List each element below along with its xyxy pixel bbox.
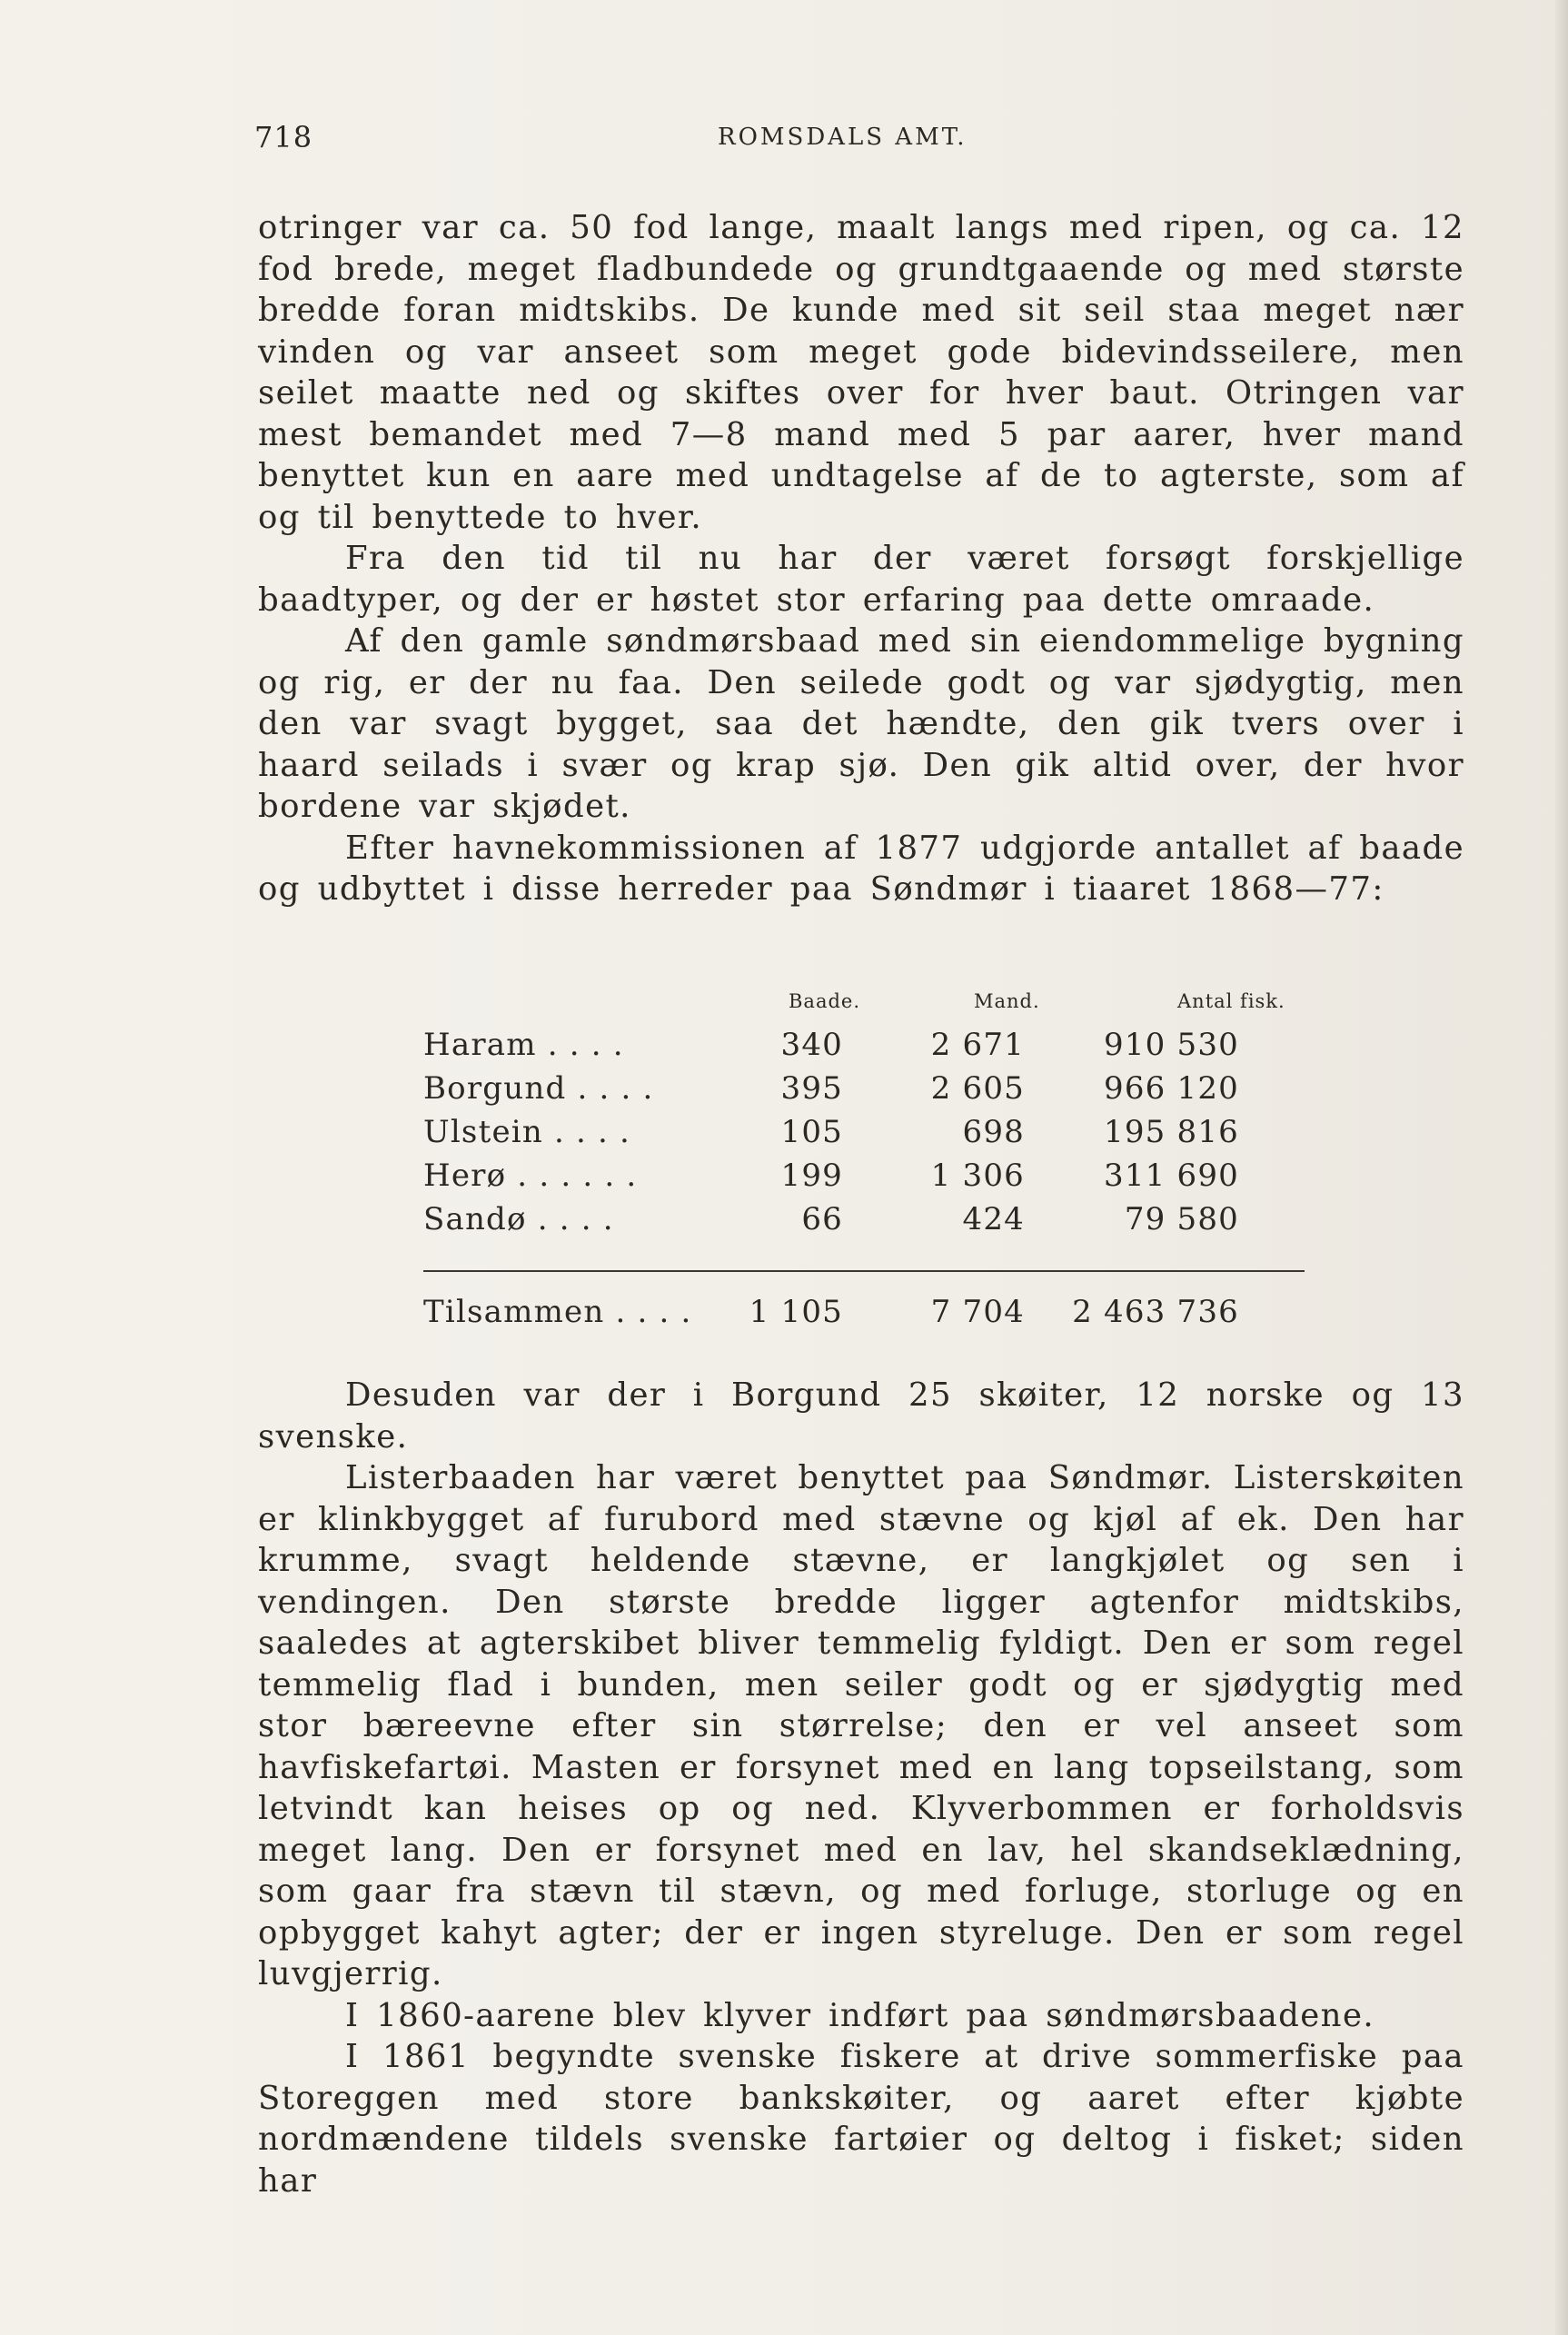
row-baade: 199 — [780, 1158, 843, 1194]
paragraph: I 1861 begyndte svenske fiskere at drive sommerfiske paa Storeggen med store bankskøiter, og aaret efter kjøbte nordmændene tildels svenske fartøier og deltog i fisket; siden har — [258, 2038, 1464, 2200]
table-total-row — [423, 1294, 1332, 1337]
total-mand: 7 704 — [930, 1294, 1025, 1330]
paragraph: Efter havnekommissionen af 1877 udgjorde antallet af baade og udbyttet i disse herreder paa Søndmør i tiaaret 1868—77: — [258, 829, 1464, 908]
row-mand: 2 605 — [930, 1070, 1025, 1107]
page-edge-shadow — [1555, 0, 1568, 2335]
table-header-row — [423, 990, 1332, 1027]
row-baade: 105 — [780, 1114, 843, 1150]
row-district: Herø . . . . . . — [423, 1158, 638, 1194]
column-header-mand: Mand. — [974, 990, 1040, 1012]
row-fisk: 195 816 — [1104, 1114, 1239, 1150]
page-number: 718 — [254, 120, 313, 154]
table-row — [423, 1027, 1332, 1070]
paragraph: Fra den tid til nu har der været forsøgt forskjellige baadtyper, og der er høstet stor erfaring paa dette omraade. — [258, 540, 1464, 619]
body-text-bottom — [258, 1375, 1464, 2201]
total-label: Tilsammen . . . . — [423, 1294, 692, 1330]
paragraph: Desuden var der i Borgund 25 skøiter, 12 norske og 13 svenske. — [258, 1376, 1464, 1456]
row-mand: 1 306 — [930, 1158, 1025, 1194]
row-district: Sandø . . . . — [423, 1201, 614, 1237]
row-baade: 66 — [801, 1201, 843, 1237]
row-fisk: 966 120 — [1104, 1070, 1239, 1107]
row-baade: 340 — [780, 1027, 843, 1063]
paragraph: Listerbaaden har været benyttet paa Søndmør. Listerskøiten er klinkbygget af furubord med stævne og kjøl af ek. Den har krumme, svagt heldende stævne, er langkjølet og sen i vendingen. Den største bredde ligger agtenfor midtskibs, saaledes at agterskibet bliver temmelig fyldigt. Den er som regel temmelig flad i bunden, men seiler godt og er sjødygtig med stor bæreevne efter sin størrelse; den er vel anseet som havfiskefartøi. Masten er forsynet med en lang topseilstang, som letvindt kan heises op og ned. Klyverbommen er forholdsvis meget lang. Den er forsynet med en lav, hel skandseklædning, som gaar fra stævn til stævn, og med forluge, storluge og en opbygget kahyt agter; der er ingen styreluge. Den er som regel luvgjerrig. — [258, 1459, 1464, 1992]
row-district: Borgund . . . . — [423, 1070, 654, 1107]
page-header — [254, 120, 1308, 156]
running-head: ROMSDALS AMT. — [718, 124, 968, 151]
total-fisk: 2 463 736 — [1072, 1294, 1239, 1330]
row-fisk: 311 690 — [1104, 1158, 1239, 1194]
row-mand: 424 — [962, 1201, 1025, 1237]
row-baade: 395 — [780, 1070, 843, 1107]
table-row — [423, 1201, 1332, 1245]
boat-statistics-table — [423, 990, 1332, 1330]
table-row — [423, 1114, 1332, 1158]
paragraph: I 1860-aarene blev klyver indført paa søndmørsbaadene. — [345, 1996, 1375, 2034]
row-district: Ulstein . . . . — [423, 1114, 630, 1150]
paragraph: Af den gamle søndmørsbaad med sin eiendommelige bygning og rig, er der nu faa. Den seilede godt og var sjødygtig, men den var svagt bygget, saa det hændte, den gik tvers over i haard seilads i svær og krap sjø. Den gik altid over, der hvor bordene var skjødet. — [258, 622, 1464, 825]
row-district: Haram . . . . — [423, 1027, 624, 1063]
table-total-rule — [423, 1270, 1305, 1272]
column-header-fisk: Antal fisk. — [1177, 990, 1285, 1012]
row-fisk: 910 530 — [1104, 1027, 1239, 1063]
row-fisk: 79 580 — [1124, 1201, 1239, 1237]
table-row — [423, 1158, 1332, 1201]
column-header-baade: Baade. — [789, 990, 861, 1012]
paragraph: otringer var ca. 50 fod lange, maalt langs med ripen, og ca. 12 fod brede, meget fladbundede og grundtgaaende og med største bredde foran midtskibs. De kunde med sit seil staa meget nær vinden og var anseet som meget gode bidevindsseilere, men seilet maatte ned og skiftes over for hver baut. Otringen var mest bemandet med 7—8 mand med 5 par aarer, hver mand benyttet kun en aare med undtagelse af de to agterste, som af og til benyttede to hver. — [258, 209, 1464, 536]
body-text-top — [258, 207, 1464, 910]
row-mand: 2 671 — [930, 1027, 1025, 1063]
table-row — [423, 1070, 1332, 1114]
row-mand: 698 — [962, 1114, 1025, 1150]
total-baade: 1 105 — [749, 1294, 843, 1330]
